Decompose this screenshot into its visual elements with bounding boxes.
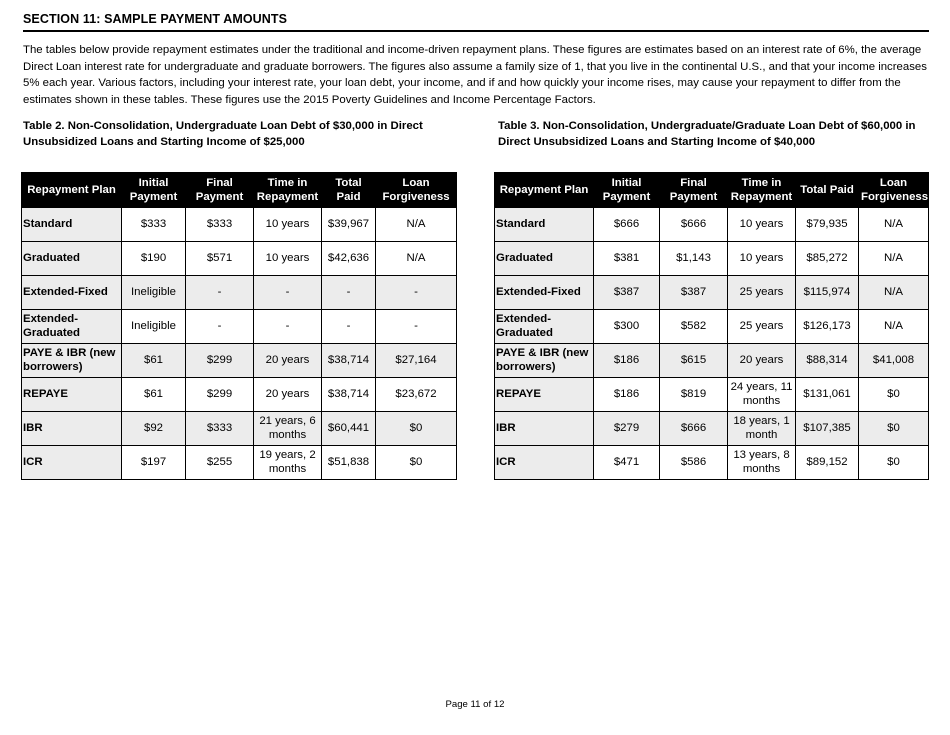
- table-row: [22, 378, 457, 412]
- table3-caption: Table 3. Non-Consolidation, Undergraduate/Graduate Loan Debt of $60,000 in Direct Unsubsidized Loans and Starting Income of $40,000: [498, 120, 916, 148]
- final-payment-cell: $333: [186, 208, 254, 242]
- time-in-repayment-cell: 13 years, 8 months: [728, 446, 796, 480]
- total-paid-cell: $126,173: [796, 310, 859, 344]
- final-payment-cell: $387: [660, 276, 728, 310]
- initial-payment-cell: $381: [594, 242, 660, 276]
- loan-forgiveness-cell: N/A: [376, 242, 457, 276]
- table3-repayment-estimates: [494, 172, 929, 480]
- final-payment-cell: $333: [186, 412, 254, 446]
- total-paid-cell: $115,974: [796, 276, 859, 310]
- time-in-repayment-cell: 20 years: [254, 378, 322, 412]
- final-payment-cell: $615: [660, 344, 728, 378]
- total-paid-cell: $131,061: [796, 378, 859, 412]
- loan-forgiveness-cell: N/A: [859, 242, 929, 276]
- initial-payment-cell: $387: [594, 276, 660, 310]
- time-in-repayment-cell: 25 years: [728, 276, 796, 310]
- initial-payment-cell: $186: [594, 378, 660, 412]
- section-title: SECTION 11: SAMPLE PAYMENT AMOUNTS: [23, 12, 929, 32]
- total-paid-cell: $42,636: [322, 242, 376, 276]
- plan-name-cell: Extended-Graduated: [22, 310, 122, 344]
- final-payment-cell: $255: [186, 446, 254, 480]
- table3-header-cell: Repayment Plan: [495, 173, 594, 208]
- table3-header-cell: Final Payment: [660, 173, 728, 208]
- table2-header-cell: Initial Payment: [122, 173, 186, 208]
- loan-forgiveness-cell: -: [376, 276, 457, 310]
- table-row: [22, 276, 457, 310]
- time-in-repayment-cell: 18 years, 1 month: [728, 412, 796, 446]
- table2-header-cell: Time in Repayment: [254, 173, 322, 208]
- initial-payment-cell: $279: [594, 412, 660, 446]
- initial-payment-cell: $190: [122, 242, 186, 276]
- total-paid-cell: $85,272: [796, 242, 859, 276]
- initial-payment-cell: $666: [594, 208, 660, 242]
- loan-forgiveness-cell: N/A: [859, 276, 929, 310]
- table-row: [495, 446, 929, 480]
- plan-name-cell: REPAYE: [22, 378, 122, 412]
- total-paid-cell: $107,385: [796, 412, 859, 446]
- initial-payment-cell: $471: [594, 446, 660, 480]
- final-payment-cell: $819: [660, 378, 728, 412]
- table2-header-cell: Total Paid: [322, 173, 376, 208]
- table3-header-cell: Time in Repayment: [728, 173, 796, 208]
- table-row: [495, 310, 929, 344]
- initial-payment-cell: $300: [594, 310, 660, 344]
- final-payment-cell: $1,143: [660, 242, 728, 276]
- plan-name-cell: REPAYE: [495, 378, 594, 412]
- time-in-repayment-cell: 10 years: [728, 242, 796, 276]
- initial-payment-cell: $333: [122, 208, 186, 242]
- final-payment-cell: $666: [660, 412, 728, 446]
- plan-name-cell: Standard: [495, 208, 594, 242]
- loan-forgiveness-cell: $0: [376, 446, 457, 480]
- loan-forgiveness-cell: $0: [859, 378, 929, 412]
- final-payment-cell: $582: [660, 310, 728, 344]
- loan-forgiveness-cell: N/A: [859, 208, 929, 242]
- loan-forgiveness-cell: N/A: [376, 208, 457, 242]
- time-in-repayment-cell: 10 years: [728, 208, 796, 242]
- total-paid-cell: -: [322, 310, 376, 344]
- initial-payment-cell: $197: [122, 446, 186, 480]
- initial-payment-cell: $61: [122, 344, 186, 378]
- final-payment-cell: $666: [660, 208, 728, 242]
- loan-forgiveness-cell: $0: [859, 412, 929, 446]
- total-paid-cell: $60,441: [322, 412, 376, 446]
- initial-payment-cell: $61: [122, 378, 186, 412]
- total-paid-cell: $79,935: [796, 208, 859, 242]
- total-paid-cell: $38,714: [322, 378, 376, 412]
- table-row: [22, 310, 457, 344]
- table-row: [495, 344, 929, 378]
- table2-header-cell: Final Payment: [186, 173, 254, 208]
- plan-name-cell: Extended-Graduated: [495, 310, 594, 344]
- initial-payment-cell: $186: [594, 344, 660, 378]
- table3-header-cell: Loan Forgiveness: [859, 173, 929, 208]
- table-row: [22, 344, 457, 378]
- total-paid-cell: $88,314: [796, 344, 859, 378]
- final-payment-cell: $571: [186, 242, 254, 276]
- table-row: [495, 276, 929, 310]
- plan-name-cell: Extended-Fixed: [495, 276, 594, 310]
- total-paid-cell: $39,967: [322, 208, 376, 242]
- initial-payment-cell: $92: [122, 412, 186, 446]
- table2-caption: Table 2. Non-Consolidation, Undergraduate Loan Debt of $30,000 in Direct Unsubsidized Loans and Starting Income of $25,000: [23, 120, 423, 148]
- table3-header-cell: Initial Payment: [594, 173, 660, 208]
- table-row: [495, 242, 929, 276]
- final-payment-cell: $299: [186, 378, 254, 412]
- time-in-repayment-cell: 20 years: [254, 344, 322, 378]
- table-row: [22, 446, 457, 480]
- loan-forgiveness-cell: $23,672: [376, 378, 457, 412]
- plan-name-cell: ICR: [22, 446, 122, 480]
- loan-forgiveness-cell: $27,164: [376, 344, 457, 378]
- table2-header-cell: Repayment Plan: [22, 173, 122, 208]
- loan-forgiveness-cell: $0: [859, 446, 929, 480]
- table2-header-cell: Loan Forgiveness: [376, 173, 457, 208]
- time-in-repayment-cell: -: [254, 276, 322, 310]
- loan-forgiveness-cell: $41,008: [859, 344, 929, 378]
- plan-name-cell: IBR: [495, 412, 594, 446]
- page-number: Page 11 of 12: [445, 699, 505, 710]
- time-in-repayment-cell: -: [254, 310, 322, 344]
- loan-forgiveness-cell: $0: [376, 412, 457, 446]
- table-row: [495, 412, 929, 446]
- time-in-repayment-cell: 25 years: [728, 310, 796, 344]
- loan-forgiveness-cell: N/A: [859, 310, 929, 344]
- final-payment-cell: $299: [186, 344, 254, 378]
- table-row: [495, 378, 929, 412]
- plan-name-cell: IBR: [22, 412, 122, 446]
- plan-name-cell: PAYE & IBR (new borrowers): [495, 344, 594, 378]
- time-in-repayment-cell: 19 years, 2 months: [254, 446, 322, 480]
- time-in-repayment-cell: 10 years: [254, 242, 322, 276]
- initial-payment-cell: Ineligible: [122, 310, 186, 344]
- total-paid-cell: -: [322, 276, 376, 310]
- table3-header-row: [495, 173, 929, 208]
- table-row: [22, 208, 457, 242]
- final-payment-cell: -: [186, 310, 254, 344]
- final-payment-cell: $586: [660, 446, 728, 480]
- table3-header-cell: Total Paid: [796, 173, 859, 208]
- time-in-repayment-cell: 10 years: [254, 208, 322, 242]
- plan-name-cell: Graduated: [22, 242, 122, 276]
- table-row: [22, 242, 457, 276]
- table-row: [22, 412, 457, 446]
- total-paid-cell: $89,152: [796, 446, 859, 480]
- intro-paragraph: The tables below provide repayment estimates under the traditional and income-driven repayment plans. These figures are estimates based on an interest rate of 6%, the average Direct Loan interest rate for undergraduate and graduate borrowers. The figures also assume a family size of 1, that you live in the continental U.S., and that your income increases 5% each year. Various factors, including your interest rate, your loan debt, your income, and if and how quickly your income rises, may cause your repayment to differ from the estimates shown in these tables. These figures use the 2015 Poverty Guidelines and Income Percentage Factors.: [23, 44, 927, 106]
- initial-payment-cell: Ineligible: [122, 276, 186, 310]
- time-in-repayment-cell: 24 years, 11 months: [728, 378, 796, 412]
- plan-name-cell: Graduated: [495, 242, 594, 276]
- plan-name-cell: PAYE & IBR (new borrowers): [22, 344, 122, 378]
- table2-header-row: [22, 173, 457, 208]
- plan-name-cell: Standard: [22, 208, 122, 242]
- loan-forgiveness-cell: -: [376, 310, 457, 344]
- time-in-repayment-cell: 20 years: [728, 344, 796, 378]
- time-in-repayment-cell: 21 years, 6 months: [254, 412, 322, 446]
- plan-name-cell: Extended-Fixed: [22, 276, 122, 310]
- total-paid-cell: $51,838: [322, 446, 376, 480]
- table2-repayment-estimates: [21, 172, 457, 480]
- table-row: [495, 208, 929, 242]
- final-payment-cell: -: [186, 276, 254, 310]
- plan-name-cell: ICR: [495, 446, 594, 480]
- total-paid-cell: $38,714: [322, 344, 376, 378]
